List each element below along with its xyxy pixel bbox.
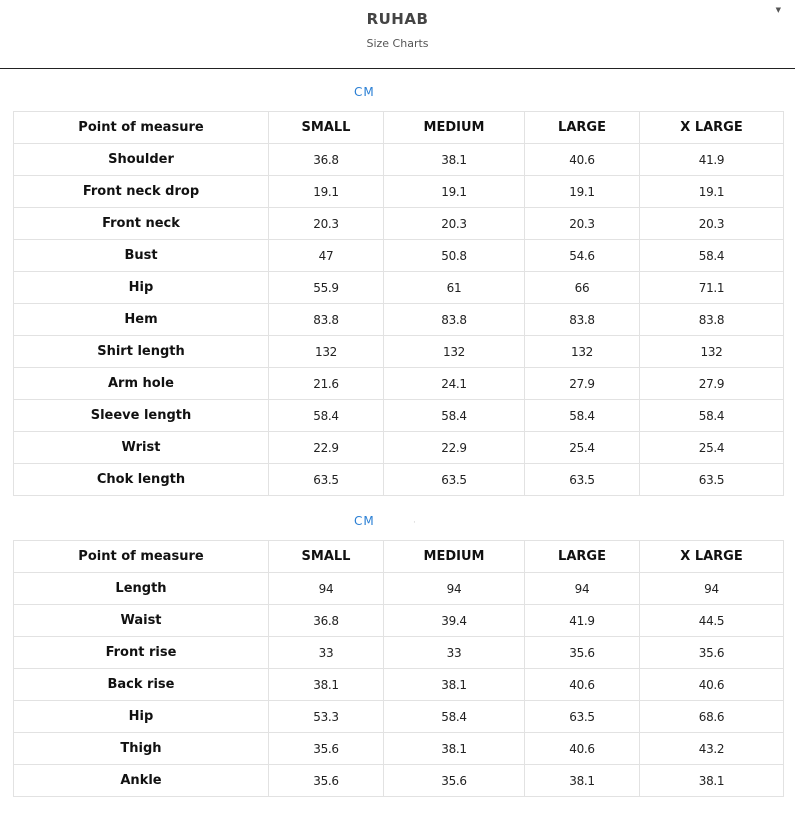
measure-label: Front neck [14,208,269,240]
measure-value: 20.3 [640,208,784,240]
measure-value: 33 [384,637,525,669]
column-header: LARGE [525,112,640,144]
measure-value: 132 [640,336,784,368]
measure-value: 132 [269,336,384,368]
table-row [14,144,784,176]
measure-value: 43.2 [640,733,784,765]
brand-title: RUHAB [366,10,429,28]
measure-value: 63.5 [525,464,640,496]
measure-value: 36.8 [269,144,384,176]
measure-value: 53.3 [269,701,384,733]
column-header: Point of measure [14,541,269,573]
measure-value: 33 [269,637,384,669]
measure-value: 83.8 [525,304,640,336]
measure-value: 55.9 [269,272,384,304]
measure-label: Waist [14,605,269,637]
measure-value: 20.3 [384,208,525,240]
decorative-dot: · [413,518,416,528]
measure-value: 41.9 [640,144,784,176]
measure-value: 25.4 [525,432,640,464]
table-row [14,765,784,797]
measure-label: Wrist [14,432,269,464]
measure-label: Sleeve length [14,400,269,432]
column-header: X LARGE [640,541,784,573]
measure-label: Front rise [14,637,269,669]
measure-value: 38.1 [269,669,384,701]
measure-value: 66 [525,272,640,304]
measure-value: 36.8 [269,605,384,637]
measure-value: 25.4 [640,432,784,464]
measure-label: Hip [14,701,269,733]
measure-value: 19.1 [269,176,384,208]
measure-value: 22.9 [384,432,525,464]
measure-label: Hem [14,304,269,336]
measure-value: 41.9 [525,605,640,637]
measure-value: 58.4 [384,400,525,432]
table-header-row [14,541,784,573]
column-header: MEDIUM [384,541,525,573]
measure-value: 40.6 [640,669,784,701]
measure-value: 38.1 [640,765,784,797]
measure-value: 132 [384,336,525,368]
measure-value: 40.6 [525,733,640,765]
measure-value: 94 [384,573,525,605]
table-row [14,208,784,240]
page-subtitle: Size Charts [366,37,429,50]
measure-label: Hip [14,272,269,304]
measure-value: 39.4 [384,605,525,637]
table-row [14,240,784,272]
table-row [14,176,784,208]
measure-value: 38.1 [384,733,525,765]
size-chart-bottom [13,540,784,797]
measure-value: 44.5 [640,605,784,637]
measure-value: 63.5 [640,464,784,496]
table-row [14,733,784,765]
table-row [14,573,784,605]
page-header [0,0,795,69]
size-chart-top [13,111,784,496]
measure-value: 83.8 [269,304,384,336]
measure-value: 35.6 [525,637,640,669]
table-header-row [14,112,784,144]
measure-value: 58.4 [384,701,525,733]
measure-value: 61 [384,272,525,304]
measure-value: 94 [640,573,784,605]
measure-value: 35.6 [269,765,384,797]
measure-value: 40.6 [525,144,640,176]
unit-label-top: CM [354,85,375,99]
measure-label: Shirt length [14,336,269,368]
column-header: LARGE [525,541,640,573]
measure-label: Bust [14,240,269,272]
measure-value: 50.8 [384,240,525,272]
measure-value: 94 [525,573,640,605]
measure-value: 63.5 [384,464,525,496]
column-header: MEDIUM [384,112,525,144]
measure-value: 27.9 [525,368,640,400]
measure-value: 58.4 [640,240,784,272]
measure-label: Chok length [14,464,269,496]
table-row [14,400,784,432]
measure-value: 19.1 [384,176,525,208]
table-row [14,272,784,304]
table-row [14,637,784,669]
measure-label: Thigh [14,733,269,765]
unit-label-bottom: CM [354,514,375,528]
table-row [14,701,784,733]
measure-value: 40.6 [525,669,640,701]
measure-value: 83.8 [384,304,525,336]
measure-value: 22.9 [269,432,384,464]
column-header: X LARGE [640,112,784,144]
table-row [14,669,784,701]
measure-label: Length [14,573,269,605]
measure-label: Arm hole [14,368,269,400]
measure-value: 58.4 [640,400,784,432]
measure-value: 83.8 [640,304,784,336]
column-header: SMALL [269,112,384,144]
measure-value: 35.6 [384,765,525,797]
measure-value: 71.1 [640,272,784,304]
measure-value: 54.6 [525,240,640,272]
table-row [14,336,784,368]
measure-label: Shoulder [14,144,269,176]
measure-value: 19.1 [525,176,640,208]
measure-value: 20.3 [269,208,384,240]
measure-value: 21.6 [269,368,384,400]
column-header: SMALL [269,541,384,573]
measure-value: 47 [269,240,384,272]
measure-value: 24.1 [384,368,525,400]
measure-label: Ankle [14,765,269,797]
measure-value: 19.1 [640,176,784,208]
measure-value: 63.5 [525,701,640,733]
measure-value: 58.4 [525,400,640,432]
chevron-down-icon[interactable]: ▼ [775,6,781,14]
table-row [14,368,784,400]
measure-label: Back rise [14,669,269,701]
table-row [14,464,784,496]
measure-value: 27.9 [640,368,784,400]
measure-value: 94 [269,573,384,605]
table-row [14,304,784,336]
measure-label: Front neck drop [14,176,269,208]
column-header: Point of measure [14,112,269,144]
measure-value: 63.5 [269,464,384,496]
measure-value: 68.6 [640,701,784,733]
measure-value: 35.6 [640,637,784,669]
measure-value: 132 [525,336,640,368]
measure-value: 20.3 [525,208,640,240]
measure-value: 38.1 [384,669,525,701]
measure-value: 38.1 [525,765,640,797]
table-row [14,432,784,464]
measure-value: 58.4 [269,400,384,432]
measure-value: 35.6 [269,733,384,765]
measure-value: 38.1 [384,144,525,176]
table-row [14,605,784,637]
